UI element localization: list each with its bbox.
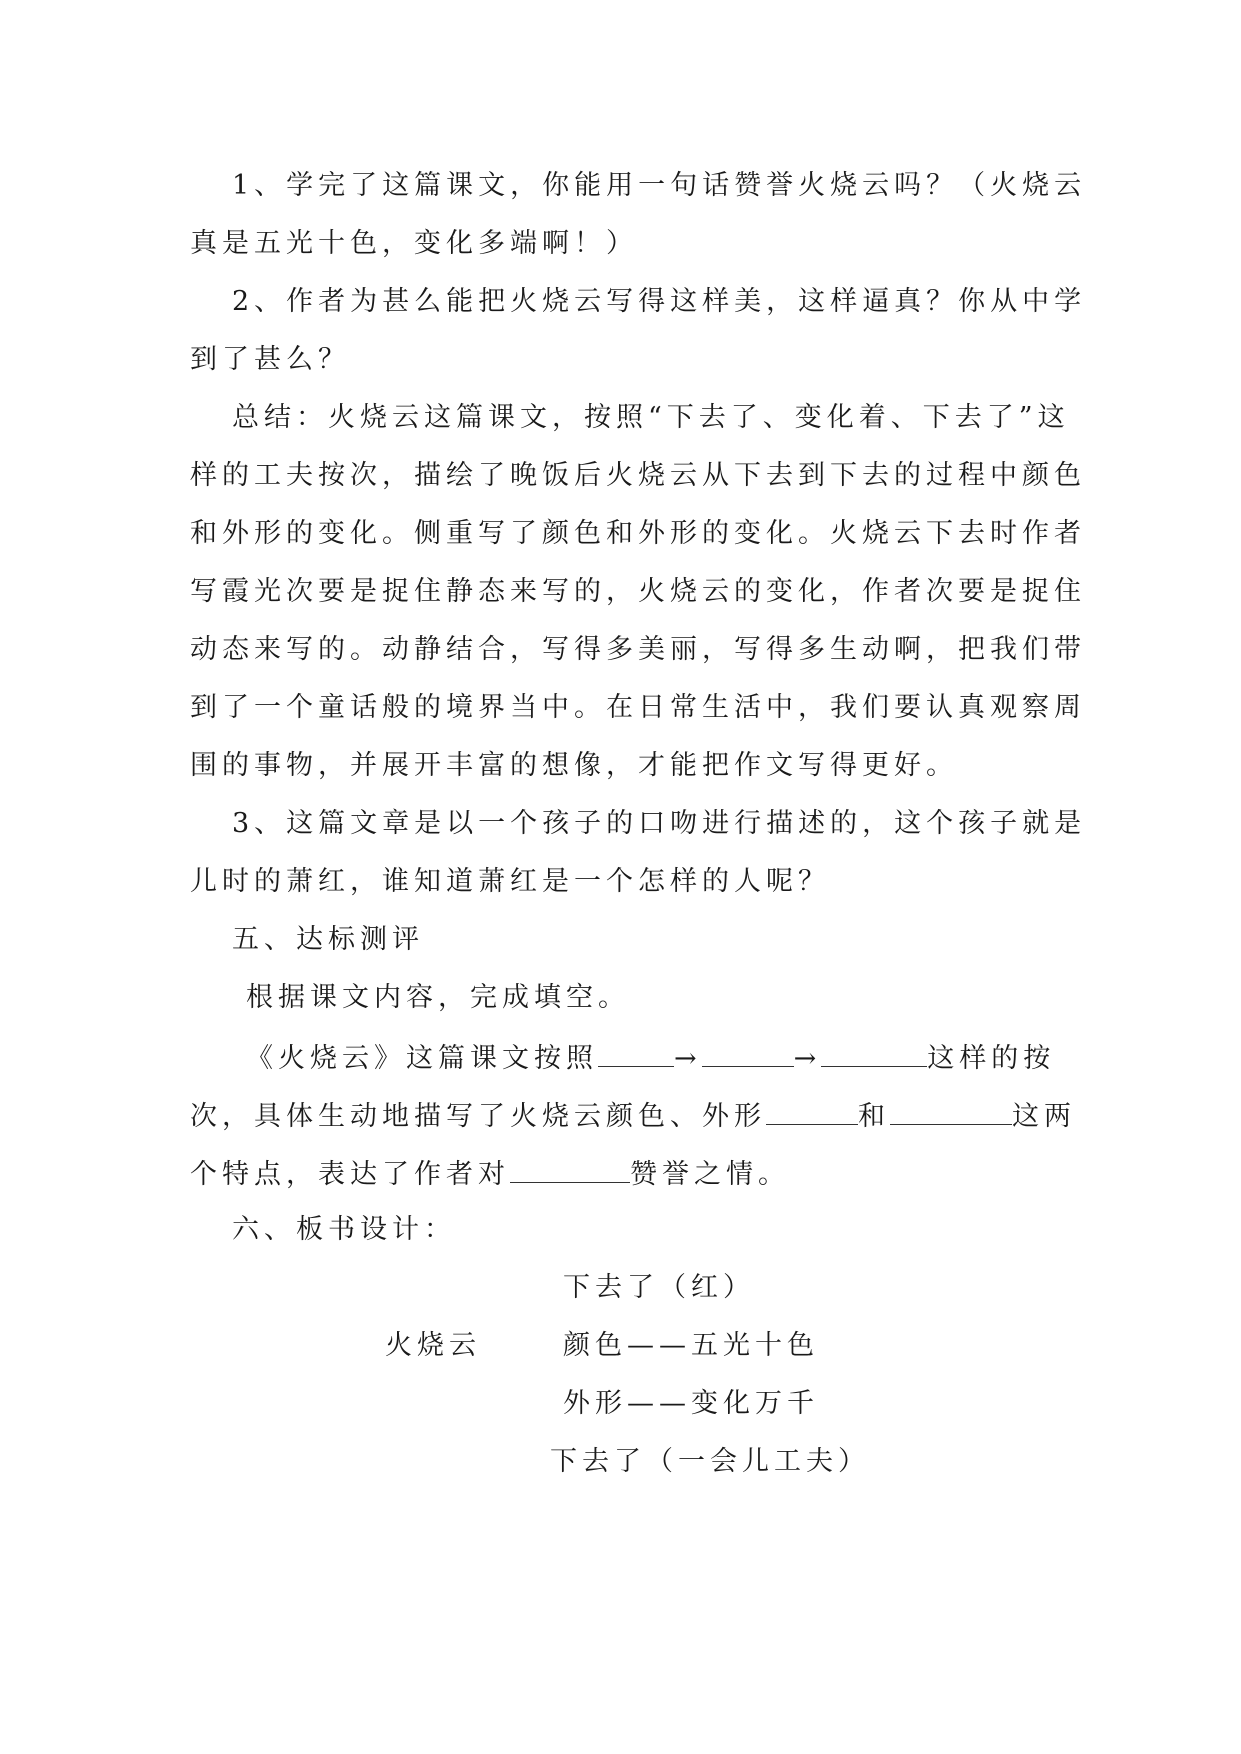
fill-blank — [766, 1094, 858, 1125]
fill-text: 次，具体生动地描写了火烧云颜色、外形 — [190, 1101, 766, 1132]
summary-line-6: 到了一个童话般的境界当中。在日常生活中，我们要认真观察周 — [190, 692, 1086, 723]
question-3-line-1: 3、这篇文章是以一个孩子的口吻进行描述的，这个孩子就是 — [232, 808, 1087, 839]
summary-line-3: 和外形的变化。侧重写了颜色和外形的变化。火烧云下去时作者 — [190, 518, 1086, 549]
question-1-line-1: 1、学完了这篇课文，你能用一句话赞誉火烧云吗？（火烧云 — [232, 170, 1087, 201]
summary-line-4: 写霞光次要是捉住静态来写的，火烧云的变化，作者次要是捉住 — [190, 576, 1086, 607]
board-title: 火烧云 — [385, 1330, 481, 1361]
question-2-line-1: 2、作者为甚么能把火烧云写得这样美，这样逼真？你从中学 — [232, 286, 1087, 317]
board-row-4: 下去了（一会儿工夫） — [550, 1446, 870, 1477]
board-row-2: 颜色——五光十色 — [563, 1330, 819, 1361]
summary-line-5: 动态来写的。动静结合，写得多美丽，写得多生动啊，把我们带 — [190, 634, 1086, 665]
fill-blank — [821, 1036, 927, 1067]
question-1-line-2: 真是五光十色，变化多端啊！） — [190, 228, 638, 259]
board-row-3: 外形——变化万千 — [563, 1388, 819, 1419]
fill-text: 这两 — [1012, 1101, 1076, 1132]
section-heading-assessment: 五、达标测评 — [232, 924, 424, 955]
summary-line-7: 围的事物，并展开丰富的想像，才能把作文写得更好。 — [190, 750, 958, 781]
arrow-icon: → — [793, 1043, 822, 1074]
fill-text: 这样的按 — [927, 1043, 1056, 1074]
fill-text: 个特点，表达了作者对 — [190, 1159, 510, 1190]
board-row-1: 下去了（红） — [563, 1272, 755, 1303]
arrow-icon: → — [674, 1043, 702, 1074]
fill-line-2 — [190, 1094, 1076, 1137]
fill-blank — [702, 1036, 794, 1067]
summary-line-1: 总结：火烧云这篇课文，按照“下去了、变化着、下去了”这 — [232, 402, 1070, 433]
fill-instruction: 根据课文内容，完成填空。 — [246, 982, 630, 1013]
question-3-line-2: 儿时的萧红，谁知道萧红是一个怎样的人呢？ — [190, 866, 830, 897]
fill-text: 《火烧云》这篇课文按照 — [246, 1043, 598, 1074]
fill-line-1 — [246, 1036, 1055, 1079]
fill-text: 赞誉之情。 — [630, 1159, 790, 1190]
question-2-line-2: 到了甚么？ — [190, 344, 350, 375]
fill-blank — [890, 1094, 1012, 1125]
fill-blank — [510, 1152, 630, 1183]
fill-blank — [598, 1036, 674, 1067]
fill-line-3 — [190, 1152, 790, 1195]
section-heading-board: 六、板书设计： — [232, 1214, 456, 1245]
summary-line-2: 样的工夫按次，描绘了晚饭后火烧云从下去到下去的过程中颜色 — [190, 460, 1086, 491]
fill-text: 和 — [858, 1101, 890, 1132]
